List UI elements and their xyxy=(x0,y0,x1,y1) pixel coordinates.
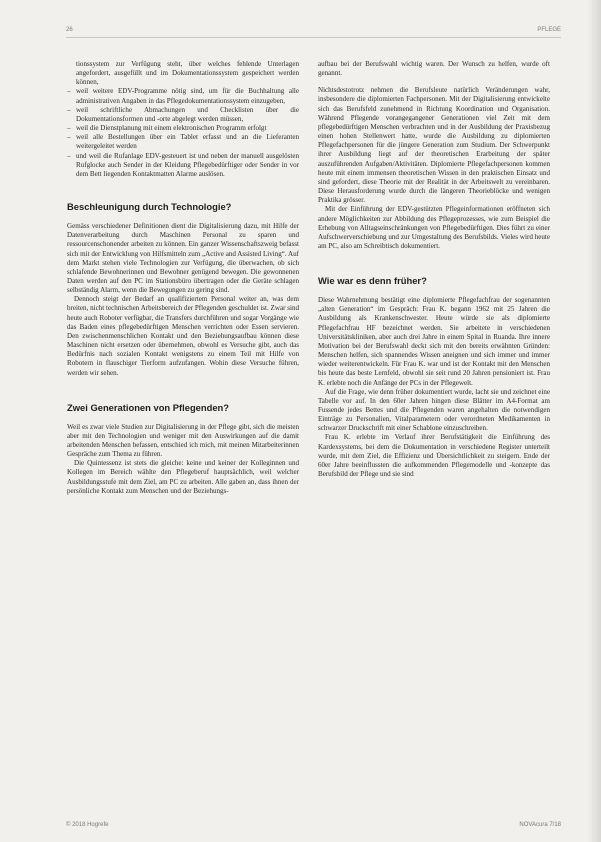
paragraph: Die Quintessenz ist stets die gleiche: keine und keiner der Kolleginnen und Kollegen im Bereich wählte den Pflegeberuf hauptsächlich, weil welcher Ausbildungsstufe mit dem Ziel, am PC zu arbeiten. Alle gaben an, dass ihnen der persönliche Kontakt zum Menschen und der Beziehungs- xyxy=(67,459,299,495)
list-item: – und weil die Rufanlage EDV-gesteuert ist und neben der manuell ausgelösten Rufglocke auch Sender in der Kleidung Pflegebedürftiger oder Sender in vor dem Bett liegenden Kontaktmatten Alarme auslösen. xyxy=(67,152,299,179)
paragraph: Auf die Frage, wie denn früher dokumentiert wurde, lacht sie und zeichnet eine Tabelle vor auf. In den 60er Jahren hingen diese Blätter im A4-Format am Fussende jedes Bettes und die Pflegenden waren angehalten die notwendigen Einträge zu Personalien, Vitalparametern oder verordneten Medikamenten in schwarzer Druckschrift mit einer Schablone einzuschreiben. xyxy=(318,387,550,433)
bullet-list xyxy=(67,60,299,179)
running-header xyxy=(66,27,561,38)
issue-label: NOVAcura 7/18 xyxy=(519,822,561,828)
section-heading: Wie war es denn früher? xyxy=(318,275,427,287)
page-footer xyxy=(66,822,561,832)
paragraph: Frau K. erlebte im Verlauf ihrer Berufstätigkeit die Einführung des Kardexsystems, bei dem die Dokumentation in verschiedene Register unterteilt wurde, mit dem Ziel, die Effizienz und Übersichtlichkeit zu steigern. Ende der 60er Jahre beeinflussten die aufkommenden Pflegemodelle und -konzepte das Berufsbild der Pflege und sie sind xyxy=(318,433,550,479)
list-item: – weil alle Bestellungen über ein Tablet erfasst und an die Lieferanten weitergeleitet werden xyxy=(67,133,299,151)
paragraph: Weil es zwar viele Studien zur Digitalisierung in der Pflege gibt, sich die meisten aber mit den Technologien und weniger mit den Auswirkungen auf die damit arbeitenden Menschen befassen, entschied ich mich, mit meinen Mitarbeiterinnen Gespräche zum Thema zu führen. xyxy=(67,422,299,459)
section-heading: Zwei Generationen von Pflegenden? xyxy=(67,401,230,413)
paragraph: Nichtsdestotrotz nehmen die Berufsleute natürlich Veränderungen wahr, insbesondere die diplomierten Fachpersonen. Mit der Digitalisierung entwickelte sich das Berufsfeld zunehmend in Richtung Koordination und Organisation. Während Pflegende vorangegangener Generationen viel Zeit mit dem pflegebedürftigen Menschen verbrachten und in der Ausbildung der Praxisbezug einen hohen Stellenwert hatte, wurde die Ausbildung zu diplomierten Pflegefachpersonen für die jüngere Generation zum Studium. Der Schwerpunkt ihrer Ausbildung liegt auf der theoretischen Erarbeitung der später auszuführenden Aufgaben/Aktivitäten. Diplomierte Pflegefachpersonen kommen heute mit einem immensen theoretischen Wissen in den praktischen Einsatz und sind gefordert, diese Theorie mit der Realität in der Arbeitswelt zu vereinbaren. Diese Herausforderung wurde durch die längeren Theorieblöcke und wenigen Praktika grösser. xyxy=(318,86,550,205)
list-item: – weil weitere EDV-Programme nötig sind, um für die Buchhaltung alle administrativen Angaben in das Pflegedokumentationssystem einzugeben, xyxy=(67,87,299,105)
paragraph: Dennoch steigt der Bedarf an qualifiziertem Personal weiter an, was dem breiten, nicht technischen Arbeitsbereich der Pflegenden geschuldet ist. Zwar sind heute auch Roboter verfügbar, die Transfers durchführen und sogar Vorgänge wie das Baden eines pflegebedürftigen Menschen verrichten oder Essen servieren. Den zwischenmenschlichen Kontakt und den Beziehungsaufbau können diese Maschinen nicht ersetzen oder übernehmen, obwohl es Versuche gibt, auch das Bedürfnis nach sozialen Kontakt wenigstens zu einem Teil mit Hilfe von Robotern in flauschiger Tierform aufzufangen. Wohin diese Versuche führen, werden wir sehen. xyxy=(67,295,299,377)
section-heading: Beschleunigung durch Technologie? xyxy=(67,201,232,213)
magazine-section: PFLEGE xyxy=(537,27,561,33)
list-item: tionssystem zur Verfügung steht, über welches fehlende Unterlagen angefordert, ausgefüllt und im Dokumentationssystem gespeichert werden können, xyxy=(76,60,299,87)
list-item: – weil schriftliche Abmachungen und Checklisten über die Dokumentationsformen und -orte abgelegt werden müssen, xyxy=(67,106,299,124)
page-edge-shadow xyxy=(587,0,601,842)
paragraph: aufbau bei der Berufswahl wichtig waren. Der Wunsch zu helfen, wurde oft genannt. xyxy=(318,60,550,78)
copyright-note: © 2018 Hogrefe xyxy=(66,822,109,828)
right-column xyxy=(318,60,550,479)
paragraph: Diese Wahrnehmung bestätigt eine diplomierte Pflegefachfrau der sogenannten „alten Generation“ im Gespräch: Frau K. begann 1962 mit 25 Jahren die Ausbildung als Krankenschwester. Heute würde sie als diplomierte Pflegefachfrau HF bezeichnet werden. Sie arbeitete in verschiedenen Universitätskliniken, aber auch drei Jahre in einem Spital in Ruanda. Ihre innere Motivation bei der Berufswahl deckt sich mit den bereits erwähnten Gründen: Menschen helfen, sich spannendes Wissen aneignen und sich immer und immer wieder weiterentwickeln. Für Frau K. war und ist der Kontakt mit den Menschen bis heute das beste Lernfeld, obwohl sie seit rund 20 Jahren pensioniert ist. Frau K. erlebte noch die Anfänge der PCs in der Pflegewelt. xyxy=(318,296,550,387)
list-item: – weil die Dienstplanung mit einem elektronischen Programm erfolgt xyxy=(67,124,299,133)
paragraph: Mit der Einführung der EDV-gestützten Pflegeinformationen eröffneten sich andere Möglichkeiten zur Abbildung des Pflegeprozesses, wie zum Beispiel die Erhebung von Alltagseinschränkungen von Pflegebedürftigen. Dies führt zu einer Aufschwerverschiebung und zur Umgestaltung des Berufsbilds. Vieles wird heute am PC, also am Schreibtisch dokumentiert. xyxy=(318,205,550,250)
paragraph: Gemäss verschiedener Definitionen dient die Digitalisierung dazu, mit Hilfe der Datenverarbeitung durch Maschinen Personal zu sparen und ressourcenschonender arbeiten zu können. Ein ganzer Wissenschaftszweig befasst sich mit der Entwicklung von Hilfsmitteln zum „Active and Assisted Living“. Auf dem Markt stehen viele Technologien zur Verfügung, die überwachen, ob sich schlafende Bewohnerinnen und Bewohner genügend bewegen. Die gewonnenen Daten werden auf den PC im Stationsbüro übertragen oder die Geräte schlagen selbständig Alarm, wenn die Bewegungen zu gering sind. xyxy=(67,222,299,295)
left-column xyxy=(67,60,299,496)
page-number: 26 xyxy=(66,27,73,33)
